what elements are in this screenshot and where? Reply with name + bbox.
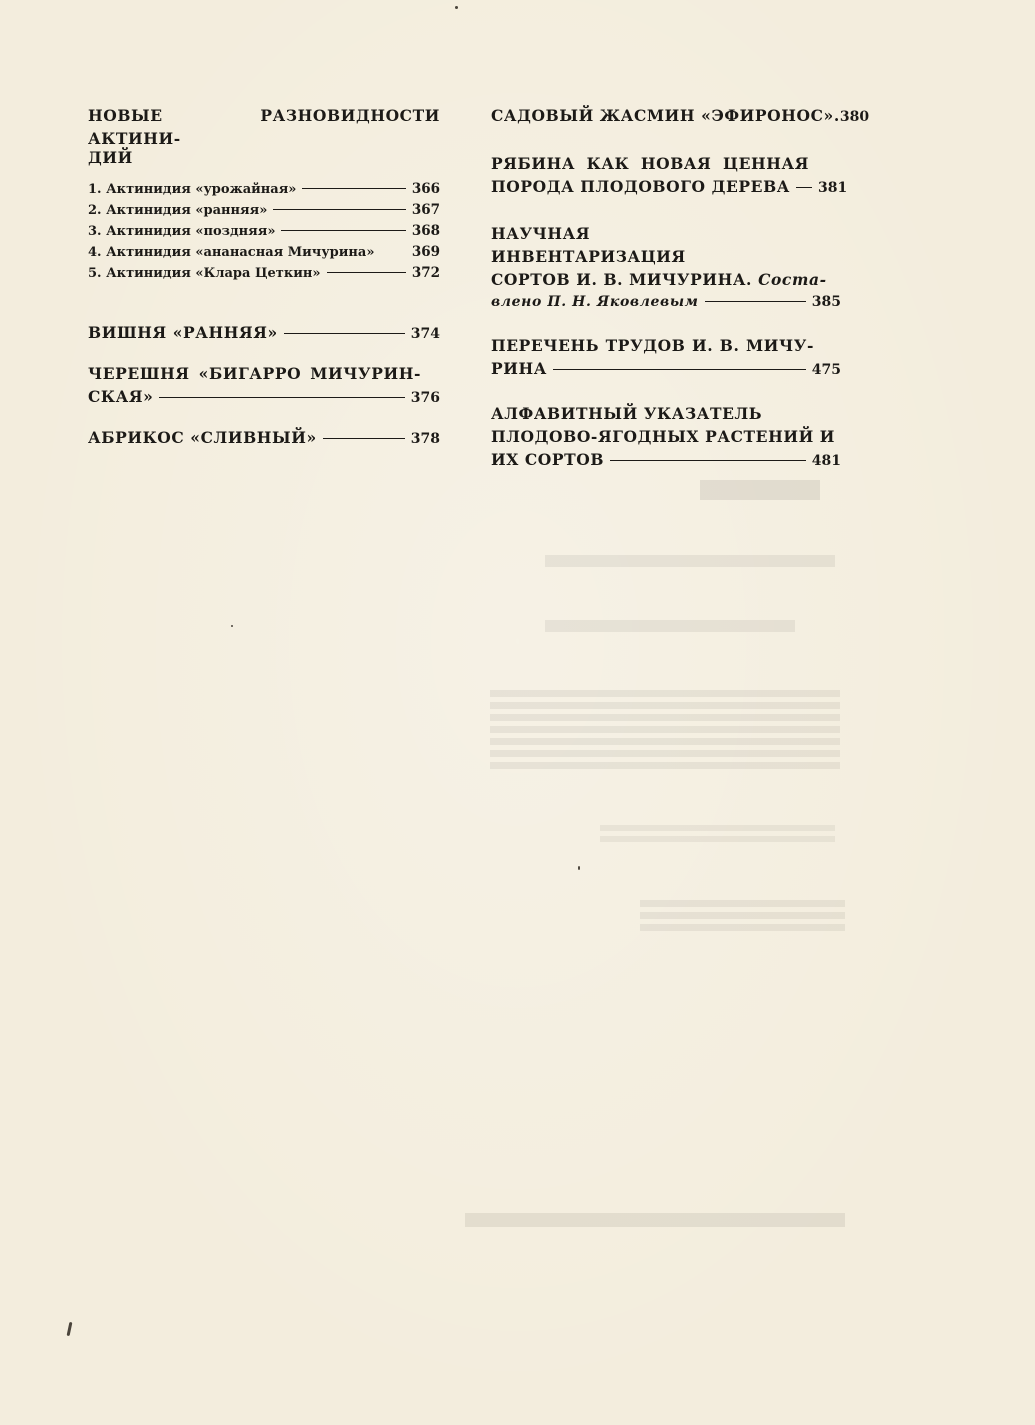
toc-leader	[610, 460, 806, 461]
toc-heading-line	[491, 268, 841, 291]
bleed-through-block	[490, 690, 840, 770]
toc-entry-label: АБРИКОС «СЛИВНЫЙ»	[88, 428, 317, 447]
toc-entry-label: ИХ СОРТОВ	[491, 450, 605, 469]
toc-heading-line	[491, 448, 841, 473]
toc-heading-line: ДИЙ	[88, 148, 133, 167]
toc-entry-works	[491, 334, 841, 382]
bleed-through-block	[545, 555, 835, 567]
toc-heading-line: НАУЧНАЯ ИНВЕНТАРИЗАЦИЯ	[491, 224, 686, 266]
toc-entry-label: СКАЯ»	[88, 387, 154, 406]
toc-heading-line	[88, 385, 440, 410]
toc-entry-compiler: Соста-	[758, 270, 827, 289]
toc-heading-line: ПЛОДОВО-ЯГОДНЫХ РАСТЕНИЙ И	[491, 427, 836, 446]
toc-subitem	[88, 263, 440, 284]
paper-speck	[231, 625, 233, 627]
toc-entry-label: САДОВЫЙ ЖАСМИН «ЭФИРОНОС».	[491, 106, 840, 125]
bleed-through-block	[700, 480, 820, 500]
toc-leader	[553, 369, 806, 370]
toc-page-number: 385	[811, 294, 841, 310]
toc-left-column	[88, 104, 440, 451]
toc-leader	[281, 230, 405, 231]
toc-entry-actinidia	[88, 104, 440, 284]
toc-subitem-label: 1. Актинидия «урожайная»	[88, 182, 297, 197]
toc-leader	[323, 438, 405, 439]
toc-page-number: 372	[411, 265, 440, 281]
toc-subitem	[88, 179, 440, 200]
toc-heading-line: ЧЕРЕШНЯ «БИГАРРО МИЧУРИН-	[88, 364, 421, 383]
toc-entry-label: ПОРОДА ПЛОДОВОГО ДЕРЕВА	[491, 177, 791, 196]
toc-entry-sweet-cherry	[88, 362, 440, 410]
toc-page-number: 369	[411, 244, 440, 260]
toc-leader	[327, 272, 406, 273]
toc-subitem-label: 4. Актинидия «ананасная Мичурина»	[88, 245, 375, 260]
toc-entry-compiler: влено П. Н. Яковлевым	[491, 294, 699, 310]
toc-leader	[302, 188, 405, 189]
toc-page-number: 376	[410, 390, 440, 406]
paper-speck	[67, 1322, 73, 1336]
paper-speck	[578, 866, 580, 870]
toc-subitem	[88, 221, 440, 242]
toc-heading-line: РЯБИНА КАК НОВАЯ ЦЕННАЯ	[491, 154, 809, 173]
toc-entry-label: ВИШНЯ «РАННЯЯ»	[88, 323, 278, 342]
toc-leader	[273, 209, 405, 210]
toc-heading-line: ПЕРЕЧЕНЬ ТРУДОВ И. В. МИЧУ-	[491, 336, 814, 355]
toc-entry-index	[491, 402, 841, 473]
toc-heading-line: НОВЫЕ РАЗНОВИДНОСТИ АКТИНИ-	[88, 106, 440, 148]
toc-page-number: 368	[411, 223, 440, 239]
toc-page-number: 378	[410, 431, 440, 447]
toc-page-number: 367	[411, 202, 440, 218]
toc-subitem-label: 3. Актинидия «поздняя»	[88, 224, 276, 239]
toc-sublist	[88, 179, 440, 284]
toc-page-number: 381	[818, 180, 848, 196]
bleed-through-block	[600, 825, 835, 847]
toc-entry-apricot	[88, 426, 440, 451]
toc-page-number: 374	[410, 326, 440, 342]
toc-page-number: 475	[811, 362, 841, 378]
toc-subitem	[88, 242, 440, 263]
toc-right-column	[491, 104, 870, 473]
toc-subitem-label: 2. Актинидия «ранняя»	[88, 203, 268, 218]
toc-leader	[705, 301, 806, 302]
toc-heading-line: АЛФАВИТНЫЙ УКАЗАТЕЛЬ	[491, 404, 763, 423]
bleed-through-block	[640, 900, 845, 932]
toc-heading-line	[491, 175, 848, 200]
toc-entry-label: СОРТОВ И. В. МИЧУРИНА.	[491, 270, 753, 289]
toc-page-number: 380	[839, 109, 870, 125]
toc-entry-rowan	[491, 152, 848, 200]
toc-subitem-label: 5. Актинидия «Клара Цеткин»	[88, 266, 321, 281]
toc-entry-jasmine	[491, 104, 870, 129]
toc-leader	[159, 397, 404, 398]
toc-entry-cherry	[88, 321, 440, 346]
toc-heading-line	[491, 357, 841, 382]
bleed-through-block	[465, 1213, 845, 1227]
toc-heading-line	[491, 291, 841, 314]
toc-page-number: 481	[811, 453, 841, 469]
toc-page-number: 366	[411, 181, 440, 197]
toc-subitem	[88, 200, 440, 221]
bleed-through-block	[545, 620, 795, 632]
toc-leader	[796, 187, 812, 188]
toc-leader	[284, 333, 405, 334]
toc-entry-inventory	[491, 222, 841, 314]
paper-speck	[455, 6, 458, 9]
toc-entry-label: РИНА	[491, 359, 547, 378]
